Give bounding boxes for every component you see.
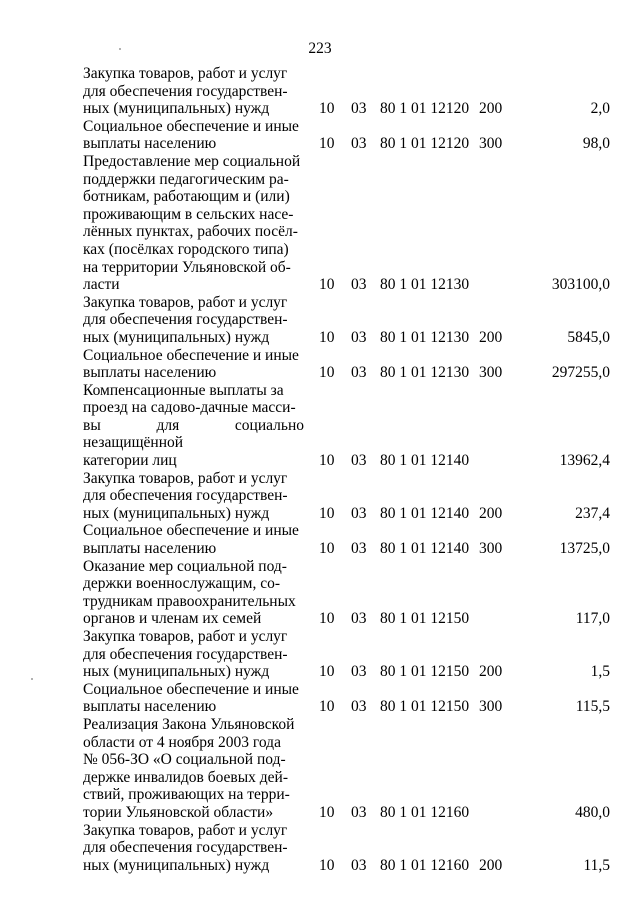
table-row — [0, 558, 640, 628]
section-code: 10 — [319, 540, 335, 558]
section-code: 10 — [319, 610, 335, 628]
row-description — [83, 522, 304, 557]
description-line: держки военнослужащим, со- — [83, 575, 281, 593]
subsection-code: 03 — [351, 276, 367, 294]
row-description — [83, 470, 304, 523]
amount: 2,0 — [590, 100, 610, 118]
description-line: Закупка товаров, работ и услуг — [83, 293, 288, 311]
description-line: Социальное обеспечение и иные — [83, 117, 299, 135]
row-description — [83, 294, 304, 347]
subsection-code: 03 — [351, 504, 367, 522]
amount: 117,0 — [575, 610, 610, 628]
description-line: ствий, проживающих на терри- — [83, 786, 290, 804]
table-row — [0, 522, 640, 557]
subsection-code: 03 — [351, 540, 367, 558]
description-line: Закупка товаров, работ и услуг — [83, 628, 288, 645]
subsection-code: 03 — [351, 663, 367, 681]
description-line: ласти — [83, 276, 120, 294]
description-line: проживающим в сельских насе- — [83, 205, 294, 223]
amount: 11,5 — [583, 856, 610, 874]
description-line: Компенсационные выплаты за — [83, 381, 284, 399]
description-line: Социальное обеспечение и иные — [83, 522, 299, 540]
amount: 5845,0 — [567, 328, 610, 346]
description-line: вы для социально незащищённой — [83, 416, 304, 452]
description-line: Закупка товаров, работ и услуг — [83, 821, 288, 839]
description-line: Социальное обеспечение и иные — [83, 346, 299, 364]
row-description — [83, 65, 304, 118]
description-line: ных (муниципальных) нужд — [83, 100, 270, 118]
description-line: области от 4 ноября 2003 года — [83, 733, 281, 751]
table-row — [0, 347, 640, 382]
expense-type-code: 200 — [479, 663, 503, 681]
description-line: выплаты населению — [83, 135, 217, 153]
target-article-code: 80 1 01 12140 — [380, 452, 470, 470]
description-line: для обеспечения государствен- — [83, 311, 288, 329]
expense-type-code: 200 — [479, 100, 503, 118]
description-line: выплаты населению — [83, 698, 217, 716]
amount: 115,5 — [575, 698, 610, 716]
section-code: 10 — [319, 803, 335, 821]
description-line: для обеспечения государствен- — [83, 82, 288, 100]
table-row — [0, 628, 640, 681]
description-line: выплаты населению — [83, 364, 217, 382]
target-article-code: 80 1 01 12140 — [380, 540, 470, 558]
section-code: 10 — [319, 504, 335, 522]
table-row — [0, 822, 640, 875]
description-line: ных (муниципальных) нужд — [83, 328, 270, 346]
subsection-code: 03 — [351, 856, 367, 874]
row-description — [83, 681, 304, 716]
subsection-code: 03 — [351, 364, 367, 382]
description-line: Оказание мер социальной под- — [83, 557, 287, 575]
expense-type-code: 200 — [479, 504, 503, 522]
amount: 297255,0 — [551, 364, 610, 382]
description-line: для обеспечения государствен- — [83, 487, 288, 505]
page-number: 223 — [308, 40, 332, 57]
target-article-code: 80 1 01 12130 — [380, 276, 470, 294]
row-description — [83, 716, 304, 822]
table-row — [0, 153, 640, 294]
description-line: органов и членам их семей — [83, 610, 262, 628]
amount: 303100,0 — [551, 276, 610, 294]
expense-type-code: 300 — [479, 698, 503, 716]
description-line: Социальное обеспечение и иные — [83, 680, 299, 698]
row-description — [83, 822, 304, 875]
expense-type-code: 200 — [479, 856, 503, 874]
table-row — [0, 65, 640, 118]
subsection-code: 03 — [351, 452, 367, 470]
target-article-code: 80 1 01 12140 — [380, 504, 470, 522]
table-row — [0, 470, 640, 523]
description-line: выплаты населению — [83, 540, 217, 558]
description-line: трудникам правоохранительных — [83, 592, 296, 610]
table-row — [0, 716, 640, 822]
description-line: ботникам, работающим и (или) — [83, 188, 290, 206]
subsection-code: 03 — [351, 135, 367, 153]
expense-type-code: 300 — [479, 364, 503, 382]
section-code: 10 — [319, 328, 335, 346]
description-line: Реализация Закона Ульяновской — [83, 715, 295, 733]
description-line: категории лиц — [83, 452, 177, 470]
target-article-code: 80 1 01 12120 — [380, 135, 470, 153]
description-line: № 056-ЗО «О социальной под- — [83, 751, 286, 769]
expense-type-code: 200 — [479, 328, 503, 346]
section-code: 10 — [319, 276, 335, 294]
row-description — [83, 347, 304, 382]
target-article-code: 80 1 01 12130 — [380, 328, 470, 346]
subsection-code: 03 — [351, 100, 367, 118]
row-description — [83, 118, 304, 153]
amount: 98,0 — [582, 135, 610, 153]
target-article-code: 80 1 01 12130 — [380, 364, 470, 382]
section-code: 10 — [319, 856, 335, 874]
row-description — [83, 382, 304, 470]
description-line: ках (посёлках городского типа) — [83, 240, 289, 258]
subsection-code: 03 — [351, 698, 367, 716]
target-article-code: 80 1 01 12120 — [380, 100, 470, 118]
subsection-code: 03 — [351, 610, 367, 628]
section-code: 10 — [319, 452, 335, 470]
row-description — [83, 153, 304, 294]
section-code: 10 — [319, 698, 335, 716]
section-code: 10 — [319, 663, 335, 681]
subsection-code: 03 — [351, 803, 367, 821]
amount: 480,0 — [575, 803, 610, 821]
budget-table — [0, 65, 640, 874]
subsection-code: 03 — [351, 328, 367, 346]
description-line: лённых пунктах, рабочих посёл- — [83, 223, 298, 241]
target-article-code: 80 1 01 12160 — [380, 856, 470, 874]
description-line: на территории Ульяновской об- — [83, 258, 291, 276]
description-line: Предоставление мер социальной — [83, 152, 301, 170]
description-line: ных (муниципальных) нужд — [83, 663, 270, 681]
table-row — [0, 681, 640, 716]
description-line: ных (муниципальных) нужд — [83, 504, 270, 522]
scan-speck — [119, 48, 121, 50]
description-line: проезд на садово-дачные масси- — [83, 399, 296, 417]
expense-type-code: 300 — [479, 540, 503, 558]
expense-type-code: 300 — [479, 135, 503, 153]
amount: 237,4 — [575, 504, 610, 522]
amount: 13725,0 — [559, 540, 610, 558]
description-line: держке инвалидов боевых дей- — [83, 768, 288, 786]
row-description — [83, 558, 304, 628]
description-line: поддержки педагогическим ра- — [83, 170, 289, 188]
amount: 13962,4 — [559, 452, 610, 470]
target-article-code: 80 1 01 12150 — [380, 610, 470, 628]
target-article-code: 80 1 01 12150 — [380, 663, 470, 681]
table-row — [0, 118, 640, 153]
section-code: 10 — [319, 135, 335, 153]
row-description — [83, 628, 304, 681]
table-row — [0, 382, 640, 470]
description-line: Закупка товаров, работ и услуг — [83, 469, 288, 487]
description-line: Закупка товаров, работ и услуг — [83, 65, 288, 82]
target-article-code: 80 1 01 12160 — [380, 803, 470, 821]
description-line: для обеспечения государствен- — [83, 839, 288, 857]
target-article-code: 80 1 01 12150 — [380, 698, 470, 716]
section-code: 10 — [319, 364, 335, 382]
amount: 1,5 — [590, 663, 610, 681]
description-line: для обеспечения государствен- — [83, 645, 288, 663]
description-line: тории Ульяновской области» — [83, 803, 274, 821]
table-row — [0, 294, 640, 347]
description-line: ных (муниципальных) нужд — [83, 856, 270, 874]
section-code: 10 — [319, 100, 335, 118]
